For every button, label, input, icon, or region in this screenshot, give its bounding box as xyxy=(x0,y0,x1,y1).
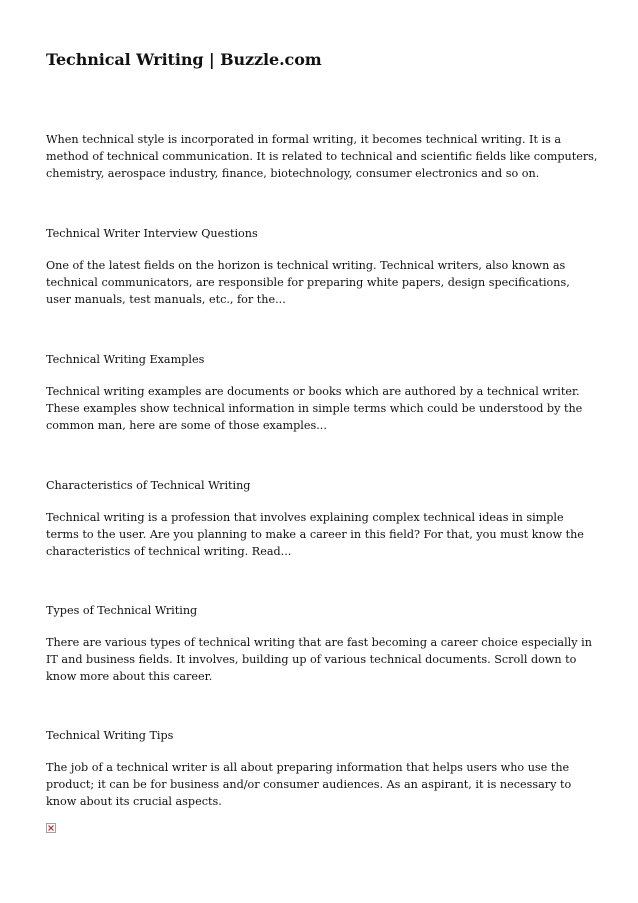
section-body: Technical writing is a profession that involves explaining complex technical ideas in simple terms to the user. Are you planning to make a career in this field? For that, you must know the characteristics of technical writing. Read... xyxy=(46,511,584,558)
section-interview-questions xyxy=(46,225,598,308)
section-types xyxy=(46,602,598,685)
section-heading[interactable]: Characteristics of Technical Writing xyxy=(46,479,251,492)
section-heading[interactable]: Technical Writer Interview Questions xyxy=(46,227,258,240)
broken-image-icon xyxy=(46,823,56,833)
intro-paragraph: When technical style is incorporated in formal writing, it becomes technical writing. It is a method of technical communication. It is related to technical and scientific fields like computers, chemistry, aerospace industry, finance, biotechnology, consumer electronics and so on. xyxy=(46,133,598,180)
section-tips xyxy=(46,727,598,810)
section-heading[interactable]: Types of Technical Writing xyxy=(46,604,198,617)
broken-image-cross xyxy=(48,825,54,831)
section-body: There are various types of technical writing that are fast becoming a career choice especially in IT and business fields. It involves, building up of various technical documents. Scroll down to know more about this career. xyxy=(46,636,592,683)
section-body: Technical writing examples are documents or books which are authored by a technical writer. These examples show technical information in simple terms which could be understood by the common man, here are some of those examples... xyxy=(46,385,583,432)
section-body: The job of a technical writer is all about preparing information that helps users who use the product; it can be for business and/or consumer audiences. As an aspirant, it is necessary to know about its crucial aspects. xyxy=(46,761,572,808)
section-heading[interactable]: Technical Writing Examples xyxy=(46,353,205,366)
section-body: One of the latest fields on the horizon is technical writing. Technical writers, also known as technical communicators, are responsible for preparing white papers, design specifications, user manuals, test manuals, etc., for the... xyxy=(46,259,570,306)
page-title: Technical Writing | Buzzle.com xyxy=(46,50,322,69)
section-heading[interactable]: Technical Writing Tips xyxy=(46,729,174,742)
section-examples xyxy=(46,351,598,434)
section-characteristics xyxy=(46,477,598,560)
